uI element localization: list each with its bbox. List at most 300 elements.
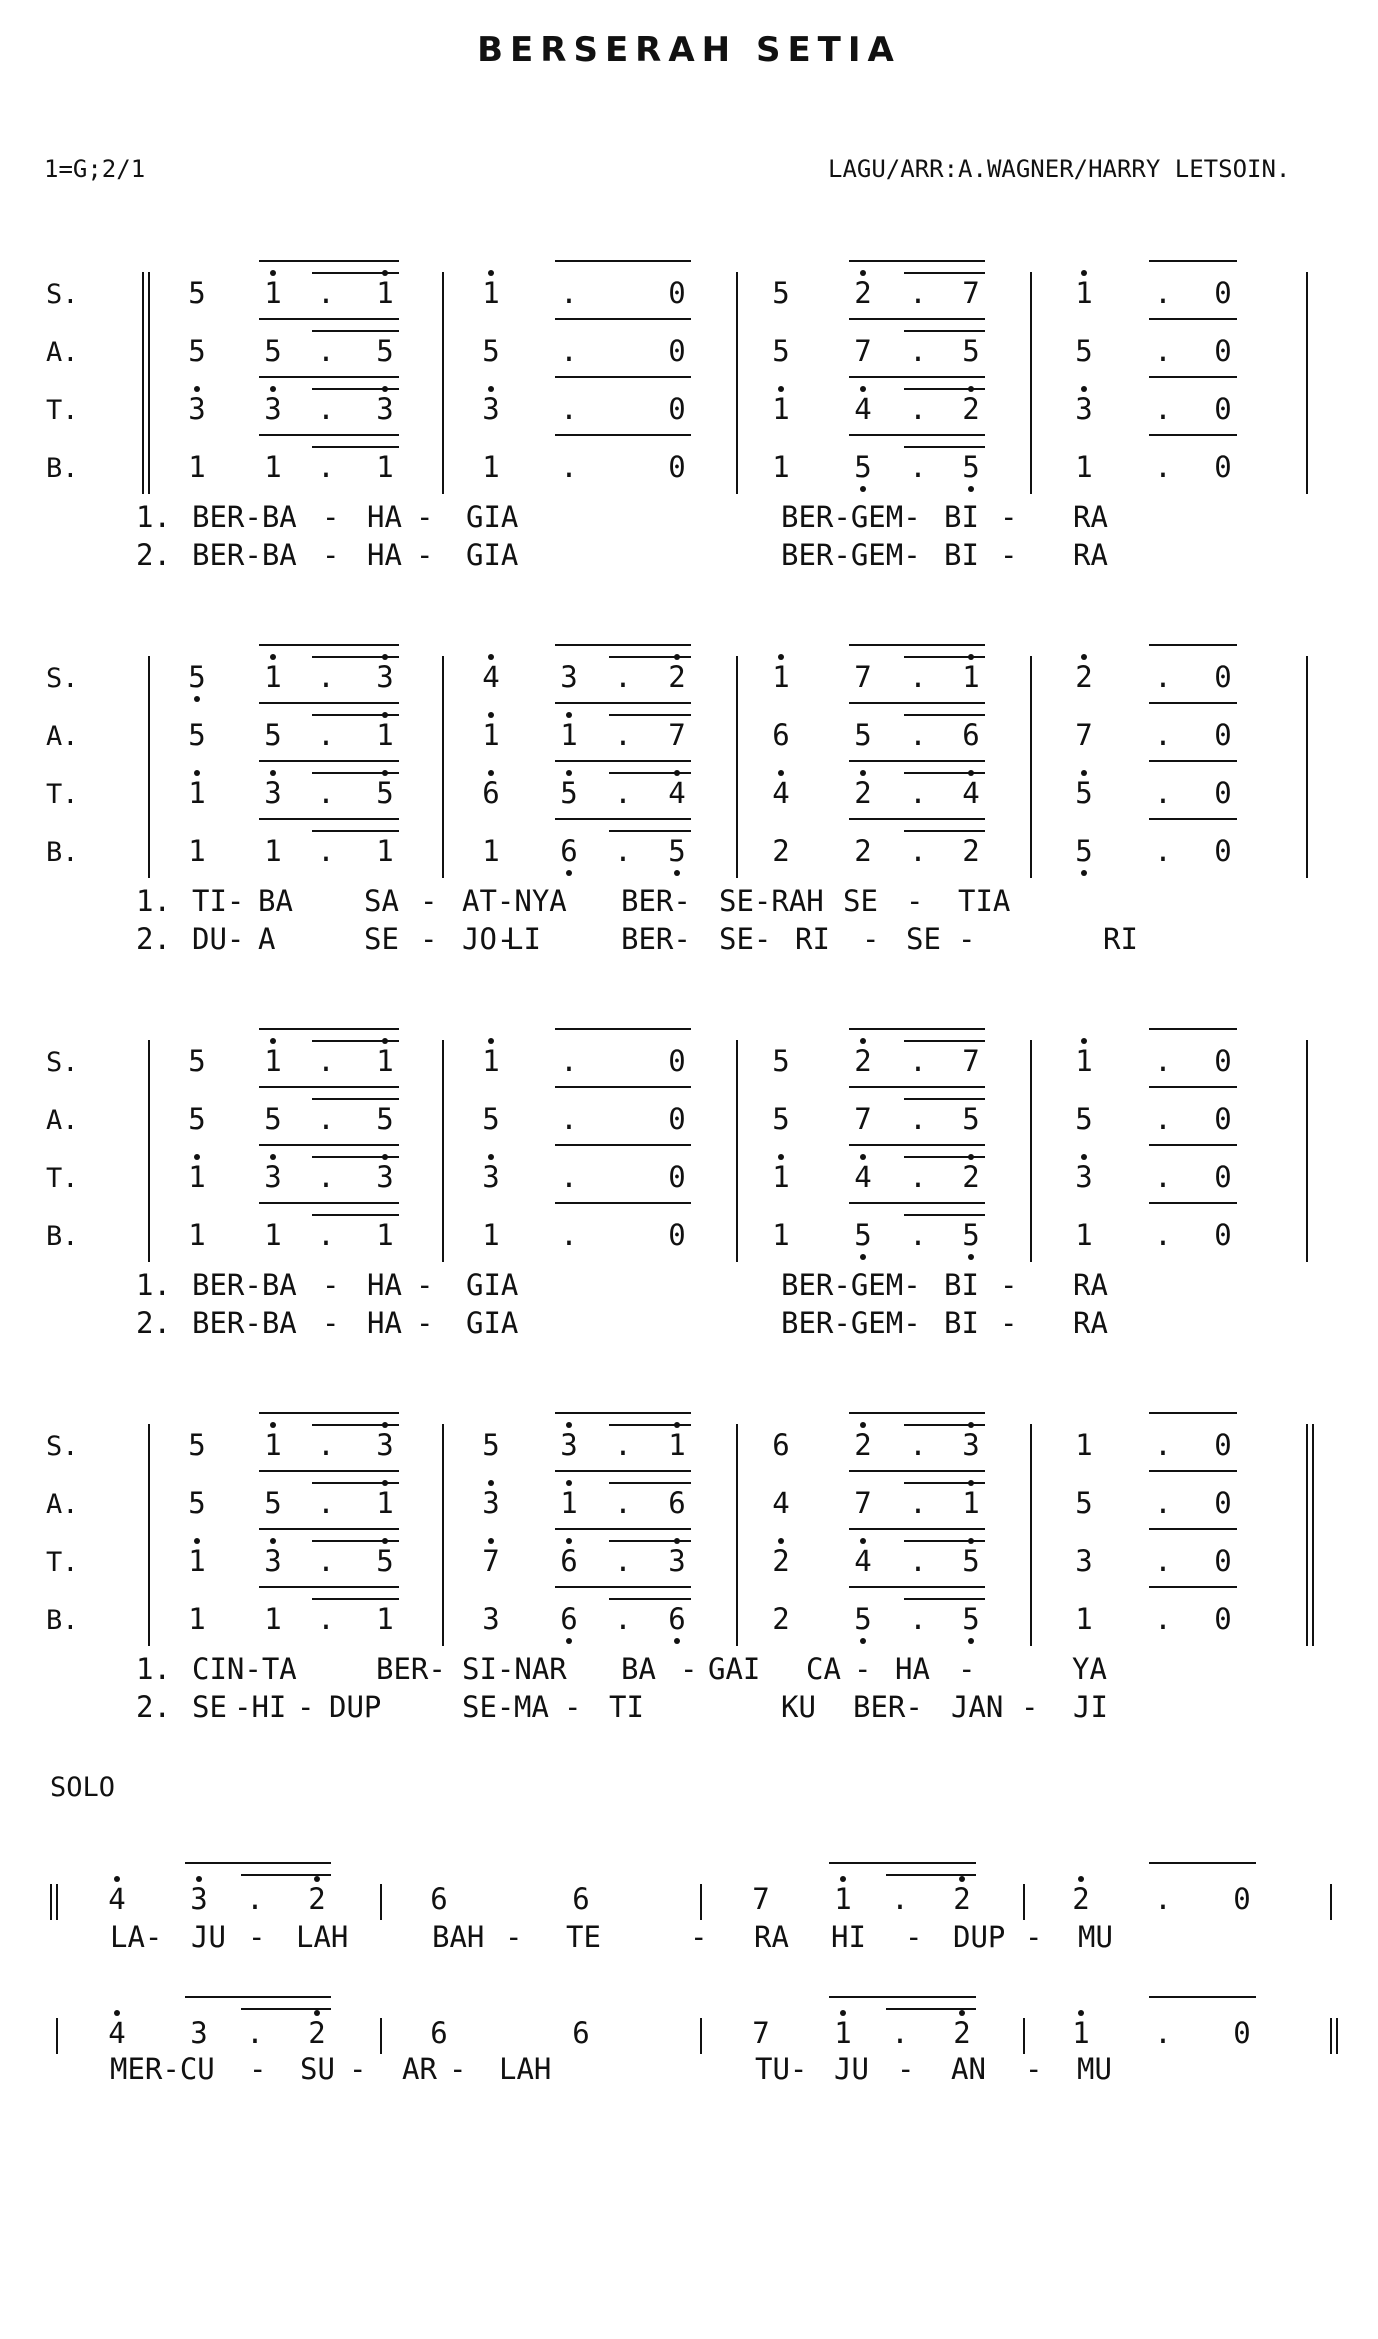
note: 4 (668, 776, 686, 810)
voice-label: A. (46, 721, 79, 752)
note: 1 (188, 1160, 206, 1194)
note: 1 (668, 1428, 686, 1462)
note: 1 (560, 718, 578, 752)
lyric-syllable: MU (1077, 2052, 1112, 2086)
note: 4 (772, 1486, 790, 1520)
beam-line (1149, 1144, 1237, 1146)
octave-up-dot (860, 386, 866, 392)
beam-line (609, 714, 691, 716)
solo-label: SOLO (50, 1772, 116, 1803)
lyric-syllable: - (416, 1306, 434, 1340)
note: . (1154, 1160, 1172, 1194)
bar-line (736, 656, 738, 878)
note: 5 (482, 1102, 500, 1136)
lyric-syllable: SA (364, 884, 399, 918)
octave-down-dot (674, 1638, 680, 1644)
note: 1 (264, 1602, 282, 1636)
voice-label: T. (46, 395, 79, 426)
note: 3 (190, 2016, 208, 2050)
lyric-syllable: 2. (136, 1690, 171, 1724)
bar-line (442, 272, 444, 494)
octave-up-dot (566, 712, 572, 718)
lyric-syllable: - (505, 1920, 523, 1954)
beam-line (904, 446, 985, 448)
lyric-syllable: - (958, 922, 976, 956)
lyric-syllable: LI (506, 922, 541, 956)
note: 5 (376, 776, 394, 810)
lyric-syllable: JU (834, 2052, 869, 2086)
note: 1 (772, 1218, 790, 1252)
lyric-syllable: HA (367, 538, 402, 572)
lyric-syllable: SE- (462, 1690, 515, 1724)
octave-down-dot (1081, 870, 1087, 876)
note: 0 (668, 276, 686, 310)
lyric-syllable: SI-NAR (462, 1652, 567, 1686)
note: 1 (264, 1044, 282, 1078)
octave-up-dot (778, 386, 784, 392)
beam-line (904, 330, 985, 332)
beam-line (1149, 434, 1237, 436)
beam-line (1149, 818, 1237, 820)
beam-line (849, 260, 985, 262)
bar-line (142, 272, 144, 494)
octave-down-dot (860, 486, 866, 492)
bar-line (148, 656, 150, 878)
note: 7 (752, 1882, 770, 1916)
note: . (1154, 660, 1172, 694)
note: 1 (482, 718, 500, 752)
beam-line (312, 830, 399, 832)
note: 5 (962, 1102, 980, 1136)
octave-up-dot (778, 654, 784, 660)
beam-line (849, 376, 985, 378)
beam-line (259, 1528, 399, 1530)
note: . (614, 660, 632, 694)
note: 1 (482, 1044, 500, 1078)
note: 5 (962, 334, 980, 368)
octave-down-dot (968, 1638, 974, 1644)
note: . (317, 1486, 335, 1520)
note: 6 (772, 718, 790, 752)
beam-line (1149, 376, 1237, 378)
lyric-syllable: RI (795, 922, 830, 956)
note: . (909, 1486, 927, 1520)
lyric-syllable: SU (300, 2052, 335, 2086)
octave-up-dot (196, 1876, 202, 1882)
note: 5 (772, 1102, 790, 1136)
note: 5 (772, 1044, 790, 1078)
note: 5 (1075, 334, 1093, 368)
note: 5 (1075, 776, 1093, 810)
note: 0 (1214, 660, 1232, 694)
note: . (317, 1044, 335, 1078)
bar-line (700, 1884, 702, 1920)
octave-up-dot (270, 270, 276, 276)
beam-line (849, 1528, 985, 1530)
note: . (317, 1602, 335, 1636)
note: . (1154, 450, 1172, 484)
note: . (614, 776, 632, 810)
note: . (560, 450, 578, 484)
note: 5 (1075, 1102, 1093, 1136)
voice-label: B. (46, 453, 79, 484)
lyric-syllable: HA (367, 1268, 402, 1302)
note: 2 (854, 776, 872, 810)
note: 2 (772, 1602, 790, 1636)
note: 1 (1075, 1044, 1093, 1078)
beam-line (312, 330, 399, 332)
note: 4 (482, 660, 500, 694)
octave-up-dot (566, 1538, 572, 1544)
octave-up-dot (1078, 1876, 1084, 1882)
lyric-syllable: - (690, 1920, 708, 1954)
note: 6 (430, 2016, 448, 2050)
voice-label: A. (46, 1105, 79, 1136)
beam-line (259, 318, 399, 320)
lyric-syllable: - (1000, 1306, 1018, 1340)
note: . (560, 334, 578, 368)
bar-line (442, 1040, 444, 1262)
lyric-syllable: RA (754, 1920, 789, 1954)
voice-label: T. (46, 779, 79, 810)
octave-up-dot (488, 712, 494, 718)
lyric-syllable: - (862, 922, 880, 956)
beam-line (555, 260, 691, 262)
lyric-syllable: TI- (192, 884, 245, 918)
lyric-syllable: - (416, 1268, 434, 1302)
bar-line (1306, 1424, 1308, 1646)
lyric-syllable: RA (1073, 538, 1108, 572)
lyric-syllable: GIA (466, 500, 519, 534)
lyric-syllable: 1. (136, 884, 171, 918)
note: 3 (190, 1882, 208, 1916)
note: 5 (264, 334, 282, 368)
note: 0 (668, 1044, 686, 1078)
beam-line (555, 1144, 691, 1146)
lyric-syllable: - (322, 1268, 340, 1302)
octave-up-dot (778, 770, 784, 776)
note: 5 (1075, 1486, 1093, 1520)
bar-line (148, 1424, 150, 1646)
voice-label: B. (46, 1605, 79, 1636)
key-signature: 1=G;2/1 (44, 155, 146, 183)
voice-label: A. (46, 337, 79, 368)
beam-line (555, 818, 691, 820)
octave-up-dot (860, 770, 866, 776)
lyric-syllable: BER-GEM- (781, 500, 921, 534)
note: 3 (376, 660, 394, 694)
lyric-syllable: BER-GEM- (781, 1268, 921, 1302)
note: . (909, 660, 927, 694)
note: 1 (376, 1218, 394, 1252)
note: . (317, 1160, 335, 1194)
note: 0 (1214, 1102, 1232, 1136)
lyric-syllable: - (322, 500, 340, 534)
note: 5 (962, 450, 980, 484)
beam-line (259, 1028, 399, 1030)
note: 1 (264, 834, 282, 868)
note: 0 (668, 1218, 686, 1252)
beam-line (904, 830, 985, 832)
octave-up-dot (488, 270, 494, 276)
lyric-syllable: KU (781, 1690, 816, 1724)
beam-line (259, 1412, 399, 1414)
note: . (1154, 1486, 1172, 1520)
octave-up-dot (1078, 2010, 1084, 2016)
note: 0 (1214, 1544, 1232, 1578)
note: 1 (482, 834, 500, 868)
note: 6 (430, 1882, 448, 1916)
note: . (909, 1044, 927, 1078)
octave-up-dot (968, 1538, 974, 1544)
beam-line (259, 1202, 399, 1204)
octave-up-dot (1081, 386, 1087, 392)
octave-up-dot (1081, 270, 1087, 276)
lyric-syllable: - (1025, 2052, 1043, 2086)
lyric-syllable: BER- (621, 922, 691, 956)
note: . (909, 718, 927, 752)
note: 4 (962, 776, 980, 810)
note: 5 (772, 334, 790, 368)
note: 1 (264, 1428, 282, 1462)
beam-line (849, 1470, 985, 1472)
note: 3 (376, 1428, 394, 1462)
note: . (1154, 1102, 1172, 1136)
lyric-syllable: LA- (110, 1920, 163, 1954)
bar-line (1306, 1040, 1308, 1262)
lyric-syllable: -HI (234, 1690, 287, 1724)
note: . (317, 334, 335, 368)
lyric-syllable: BER- (621, 884, 691, 918)
note: 2 (854, 834, 872, 868)
note: 1 (834, 2016, 852, 2050)
note: . (317, 660, 335, 694)
lyric-syllable: GIA (466, 1268, 519, 1302)
beam-line (1149, 702, 1237, 704)
lyric-syllable: BI (944, 1306, 979, 1340)
note: 2 (308, 2016, 326, 2050)
note: 0 (1214, 276, 1232, 310)
note: 4 (854, 1160, 872, 1194)
lyric-syllable: - (416, 538, 434, 572)
beam-line (312, 1598, 399, 1600)
note: 7 (668, 718, 686, 752)
note: . (909, 1544, 927, 1578)
beam-line (904, 1424, 985, 1426)
note: . (1154, 1044, 1172, 1078)
lyric-syllable: TU- (755, 2052, 808, 2086)
note: 0 (1214, 1486, 1232, 1520)
note: 7 (1075, 718, 1093, 752)
beam-line (609, 830, 691, 832)
note: . (246, 1882, 264, 1916)
beam-line (904, 656, 985, 658)
lyric-syllable: HA (367, 500, 402, 534)
beam-line (829, 1996, 976, 1998)
note: 1 (1075, 276, 1093, 310)
note: 5 (854, 450, 872, 484)
lyric-syllable: LAH (296, 1920, 349, 1954)
note: 1 (834, 1882, 852, 1916)
note: 0 (1233, 2016, 1251, 2050)
note: 1 (188, 1602, 206, 1636)
octave-down-dot (674, 870, 680, 876)
lyric-syllable: SE-RAH (719, 884, 824, 918)
beam-line (1149, 1412, 1237, 1414)
octave-up-dot (382, 770, 388, 776)
lyric-syllable: 2. (136, 922, 171, 956)
lyric-syllable: - (906, 884, 924, 918)
lyric-syllable: - (416, 500, 434, 534)
octave-up-dot (674, 770, 680, 776)
note: . (560, 276, 578, 310)
note: 2 (962, 834, 980, 868)
beam-line (312, 272, 399, 274)
note: 2 (962, 1160, 980, 1194)
lyric-syllable: DU- (192, 922, 245, 956)
bar-line (1336, 2018, 1338, 2054)
bar-line (1306, 272, 1308, 494)
lyric-syllable: DUP (329, 1690, 382, 1724)
note: 5 (854, 1218, 872, 1252)
note: 1 (264, 660, 282, 694)
octave-up-dot (270, 1038, 276, 1044)
note: . (1154, 2016, 1172, 2050)
octave-up-dot (382, 712, 388, 718)
lyric-syllable: CA (806, 1652, 841, 1686)
beam-line (259, 376, 399, 378)
note: 5 (772, 276, 790, 310)
beam-line (555, 1470, 691, 1472)
note: . (1154, 834, 1172, 868)
note: 0 (668, 1102, 686, 1136)
octave-up-dot (382, 386, 388, 392)
note: 0 (1214, 392, 1232, 426)
lyric-syllable: RA (1073, 500, 1108, 534)
note: 5 (188, 334, 206, 368)
lyric-syllable: - (322, 538, 340, 572)
octave-up-dot (840, 1876, 846, 1882)
lyric-syllable: HI (831, 1920, 866, 1954)
lyric-syllable: RA (1073, 1306, 1108, 1340)
beam-line (609, 1424, 691, 1426)
beam-line (849, 1586, 985, 1588)
octave-up-dot (382, 1154, 388, 1160)
beam-line (849, 1202, 985, 1204)
note: . (909, 1102, 927, 1136)
bar-line (380, 2018, 382, 2054)
note: 1 (772, 450, 790, 484)
lyric-syllable: BER-BA (192, 1268, 297, 1302)
lyric-syllable: CIN-TA (192, 1652, 297, 1686)
beam-line (555, 1586, 691, 1588)
note: . (614, 1544, 632, 1578)
lyric-syllable: - (905, 1920, 923, 1954)
lyric-syllable: HA (367, 1306, 402, 1340)
beam-line (241, 2008, 331, 2010)
lyric-syllable: - (248, 1920, 266, 1954)
lyric-syllable: BER- (853, 1690, 923, 1724)
octave-up-dot (1081, 770, 1087, 776)
note: 1 (1075, 450, 1093, 484)
note: . (317, 450, 335, 484)
voice-label: S. (46, 1431, 79, 1462)
song-title: BERSERAH SETIA (477, 30, 901, 70)
note: 1 (188, 1544, 206, 1578)
note: 1 (264, 450, 282, 484)
bar-line (1023, 1884, 1025, 1920)
voice-label: B. (46, 837, 79, 868)
note: 2 (772, 834, 790, 868)
octave-up-dot (968, 386, 974, 392)
lyric-syllable: 1. (136, 500, 171, 534)
bar-line (736, 272, 738, 494)
bar-line (1330, 1884, 1332, 1920)
note: 0 (1214, 1044, 1232, 1078)
beam-line (312, 656, 399, 658)
bar-line (442, 1424, 444, 1646)
beam-line (849, 702, 985, 704)
note: . (317, 1218, 335, 1252)
lyric-syllable: BER-BA (192, 500, 297, 534)
beam-line (1149, 1470, 1237, 1472)
beam-line (555, 702, 691, 704)
beam-line (849, 1144, 985, 1146)
beam-line (259, 818, 399, 820)
lyric-syllable: SE (843, 884, 878, 918)
beam-line (555, 434, 691, 436)
bar-line (1312, 1424, 1314, 1646)
note: 1 (376, 1044, 394, 1078)
note: . (317, 718, 335, 752)
beam-line (312, 1424, 399, 1426)
beam-line (259, 644, 399, 646)
lyric-syllable: TE (566, 1920, 601, 1954)
octave-up-dot (488, 1154, 494, 1160)
note: 4 (854, 1544, 872, 1578)
note: 3 (668, 1544, 686, 1578)
note: 1 (772, 392, 790, 426)
octave-up-dot (314, 2010, 320, 2016)
lyric-syllable: BER- (376, 1652, 446, 1686)
octave-up-dot (968, 770, 974, 776)
note: 3 (264, 776, 282, 810)
octave-up-dot (566, 770, 572, 776)
beam-line (904, 1098, 985, 1100)
note: 5 (962, 1544, 980, 1578)
beam-line (849, 644, 985, 646)
lyric-syllable: - (297, 1690, 315, 1724)
lyric-syllable: BI (944, 1268, 979, 1302)
note: 6 (668, 1486, 686, 1520)
lyric-syllable: JAN (951, 1690, 1004, 1724)
beam-line (849, 1028, 985, 1030)
octave-up-dot (488, 1038, 494, 1044)
note: . (317, 276, 335, 310)
beam-line (609, 1482, 691, 1484)
note: . (909, 450, 927, 484)
lyric-syllable: DUP (953, 1920, 1006, 1954)
bar-line (148, 1040, 150, 1262)
note: 5 (854, 718, 872, 752)
note: 1 (376, 276, 394, 310)
note: . (560, 1160, 578, 1194)
beam-line (555, 1028, 691, 1030)
beam-line (259, 1144, 399, 1146)
note: 3 (560, 660, 578, 694)
octave-down-dot (860, 1254, 866, 1260)
note: . (909, 1602, 927, 1636)
